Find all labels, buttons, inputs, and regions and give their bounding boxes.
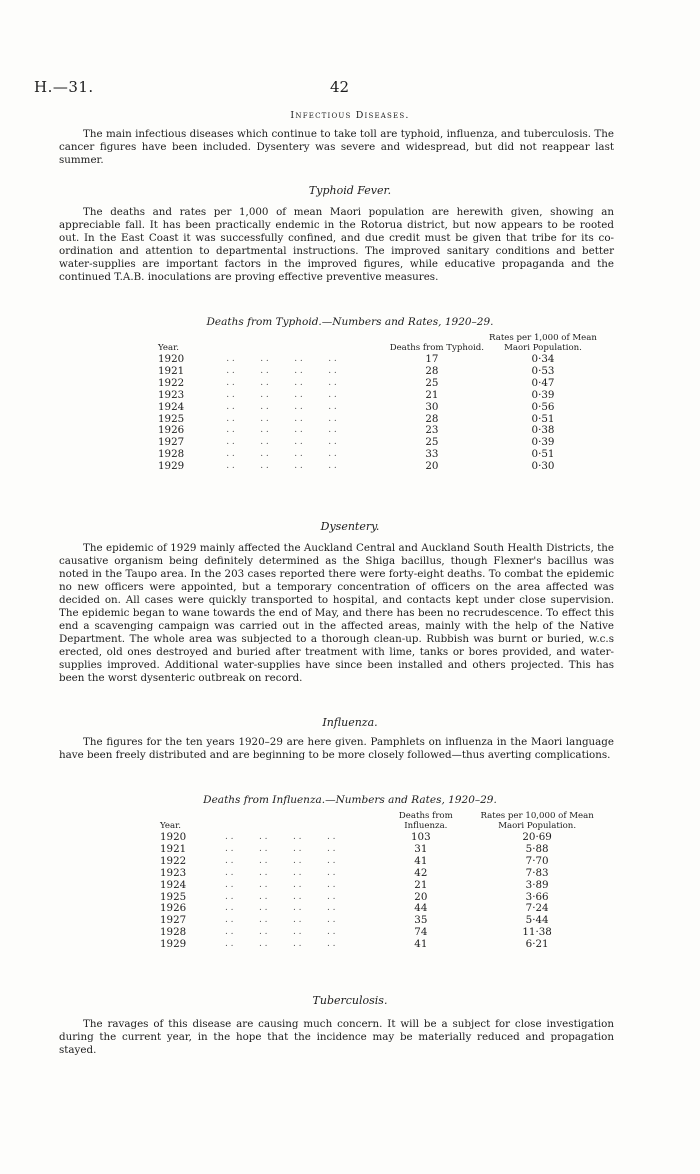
dysentery-paragraph: The epidemic of 1929 mainly affected the Auckland Central and Auckland South Health Districts, the causative organism being definitely determined as the Shiga bacillus, though Flexner's bacillus was noted in the Taupo area. In the 203 cases reported there were forty-eight deaths. To combat the epidemic no new officers were appointed, but a temporary concentration of officers on the area affected was decided on. All cases were quickly transported to hospital, and contacts kept under close supervision. The epidemic began to wane towards the end of May, and there has been no recrudescence. To effect this end a scavenging campaign was carried out in the affected areas, mainly with the help of the Native Department. The whole area was subjected to a thorough clean-up. Rubbish was burnt or buried, w.c.s erected, old ones destroyed and buried after treatment with lime, tanks or bores provided, and water-supplies improved. Additional water-supplies have since been installed and others projected. This has been the worst dysenteric outbreak on record.: [59, 542, 614, 684]
year-cell: 1924: [158, 400, 185, 413]
column-header-year: Year.: [160, 820, 182, 831]
typhoid-paragraph: The deaths and rates per 1,000 of mean Maori population are herewith given, showing an appreciable fall. It has been practically endemic in the Rotorua district, but now appears to be rooted out. In the East Coast it was successfully confined, and due credit must be given that tribe for its co-ordination and attention to departmental instructions. The improved sanitary conditions and better water-supplies are important factors in the improved figures, while educative propaganda and the continued T.A.B. inoculations are proving effective preventive measures.: [59, 206, 614, 283]
table-row: [160, 939, 600, 951]
deaths-cell: 21: [425, 388, 439, 401]
year-cell: 1921: [160, 842, 187, 855]
leader-dots: . . . . . . . .: [224, 867, 336, 878]
deaths-cell: 35: [414, 914, 428, 927]
typhoid-table-title: Deaths from Typhoid.—Numbers and Rates, 1920–29.: [206, 316, 494, 328]
leader-dots: . . . . . . . .: [226, 461, 337, 472]
typhoid-heading: Typhoid Fever.: [308, 184, 392, 197]
rate-cell: 7·24: [525, 902, 549, 915]
rate-cell: 0·51: [531, 448, 555, 461]
rate-cell: 3·66: [525, 890, 549, 903]
influenza-table: [160, 812, 600, 951]
rate-cell: 7·83: [525, 866, 549, 879]
leader-dots: . . . . . . . .: [224, 903, 336, 914]
year-cell: 1929: [160, 938, 187, 951]
deaths-cell: 74: [414, 926, 428, 939]
leader-dots: . . . . . . . .: [226, 425, 337, 436]
influenza-paragraph: The figures for the ten years 1920–29 are here given. Pamphlets on influenza in the Maori language have been freely distributed and are beginning to be more closely followed—thus averting complications.: [59, 736, 614, 761]
year-cell: 1921: [158, 364, 185, 377]
year-cell: 1920: [158, 353, 185, 365]
leader-dots: . . . . . . . .: [226, 365, 337, 376]
table-row: [158, 402, 598, 414]
deaths-cell: 41: [414, 854, 428, 867]
page-number: 42: [330, 78, 350, 96]
year-cell: 1922: [160, 854, 187, 867]
deaths-cell: 23: [425, 424, 439, 437]
column-header-year: Year.: [158, 342, 180, 353]
rate-cell: 0·38: [531, 424, 555, 437]
leader-dots: . . . . . . . .: [226, 449, 337, 460]
deaths-cell: 31: [414, 842, 428, 855]
dysentery-heading: Dysentery.: [320, 520, 380, 533]
deaths-cell: 42: [414, 866, 428, 879]
leader-dots: . . . . . . . .: [226, 377, 337, 388]
column-header-rate: Rates per 1,000 of Mean Maori Population.: [489, 333, 597, 353]
deaths-cell: 103: [411, 831, 431, 843]
year-cell: 1923: [160, 866, 187, 879]
document-reference: H.—31.: [34, 78, 94, 96]
deaths-cell: 41: [414, 938, 428, 951]
column-header-rate: Rates per 10,000 of Mean Maori Population.: [480, 811, 594, 831]
table-row: [158, 390, 598, 402]
rate-cell: 5·88: [525, 842, 549, 855]
leader-dots: . . . . . . . .: [226, 437, 337, 448]
typhoid-table: [158, 334, 598, 473]
year-cell: 1929: [158, 460, 185, 473]
deaths-cell: 30: [425, 400, 439, 413]
rate-cell: 0·39: [531, 388, 555, 401]
leader-dots: . . . . . . . .: [226, 354, 337, 364]
deaths-cell: 28: [425, 364, 439, 377]
rate-cell: 5·44: [525, 914, 549, 927]
year-cell: 1927: [158, 436, 185, 449]
table-row: [158, 378, 598, 390]
rate-cell: 6·21: [525, 938, 549, 951]
leader-dots: . . . . . . . .: [224, 927, 336, 938]
leader-dots: . . . . . . . .: [224, 879, 336, 890]
rate-cell: 20·69: [522, 831, 552, 843]
leader-dots: . . . . . . . .: [224, 939, 336, 950]
year-cell: 1927: [160, 914, 187, 927]
year-cell: 1925: [160, 890, 187, 903]
deaths-cell: 21: [414, 878, 428, 891]
tuberculosis-heading: Tuberculosis.: [312, 994, 388, 1007]
year-cell: 1924: [160, 878, 187, 891]
table-row: [160, 880, 600, 892]
column-header-deaths: Deaths from Influenza.: [398, 811, 453, 831]
deaths-cell: 20: [414, 890, 428, 903]
rate-cell: 0·53: [531, 364, 555, 377]
tuberculosis-paragraph: The ravages of this disease are causing much concern. It will be a subject for close investigation during the current year, in the hope that the incidence may be materially reduced and propagation stayed.: [59, 1018, 614, 1056]
deaths-cell: 28: [425, 412, 439, 425]
year-cell: 1925: [158, 412, 185, 425]
deaths-cell: 33: [425, 448, 439, 461]
leader-dots: . . . . . . . .: [224, 843, 336, 854]
rate-cell: 0·56: [531, 400, 555, 413]
year-cell: 1926: [160, 902, 187, 915]
column-header-deaths: Deaths from Typhoid.: [389, 342, 485, 353]
influenza-table-title: Deaths from Influenza.—Numbers and Rates, 1920–29.: [203, 794, 497, 806]
table-row: [160, 868, 600, 880]
rate-cell: 7·70: [525, 854, 549, 867]
rate-cell: 0·30: [531, 460, 555, 473]
section-heading-infectious-diseases: Infectious Diseases.: [290, 110, 410, 121]
table-row: [160, 856, 600, 868]
leader-dots: . . . . . . . .: [226, 401, 337, 412]
year-cell: 1928: [158, 448, 185, 461]
year-cell: 1922: [158, 376, 185, 389]
intro-paragraph: The main infectious diseases which continue to take toll are typhoid, influenza, and tuberculosis. The cancer figures have been included. Dysentery was severe and widespread, but did not reappear last summer.: [59, 128, 614, 166]
leader-dots: . . . . . . . .: [224, 855, 336, 866]
deaths-cell: 25: [425, 376, 439, 389]
influenza-heading: Influenza.: [322, 716, 378, 729]
leader-dots: . . . . . . . .: [224, 915, 336, 926]
year-cell: 1920: [160, 831, 187, 843]
deaths-cell: 44: [414, 902, 428, 915]
year-cell: 1926: [158, 424, 185, 437]
year-cell: 1923: [158, 388, 185, 401]
deaths-cell: 17: [425, 353, 439, 365]
leader-dots: . . . . . . . .: [224, 832, 336, 842]
rate-cell: 0·47: [531, 376, 555, 389]
rate-cell: 3·89: [525, 878, 549, 891]
rate-cell: 0·34: [531, 353, 555, 365]
deaths-cell: 20: [425, 460, 439, 473]
rate-cell: 11·38: [522, 926, 552, 939]
deaths-cell: 25: [425, 436, 439, 449]
table-row: [158, 461, 598, 473]
leader-dots: . . . . . . . .: [226, 389, 337, 400]
leader-dots: . . . . . . . .: [224, 891, 336, 902]
rate-cell: 0·39: [531, 436, 555, 449]
leader-dots: . . . . . . . .: [226, 413, 337, 424]
year-cell: 1928: [160, 926, 187, 939]
rate-cell: 0·51: [531, 412, 555, 425]
